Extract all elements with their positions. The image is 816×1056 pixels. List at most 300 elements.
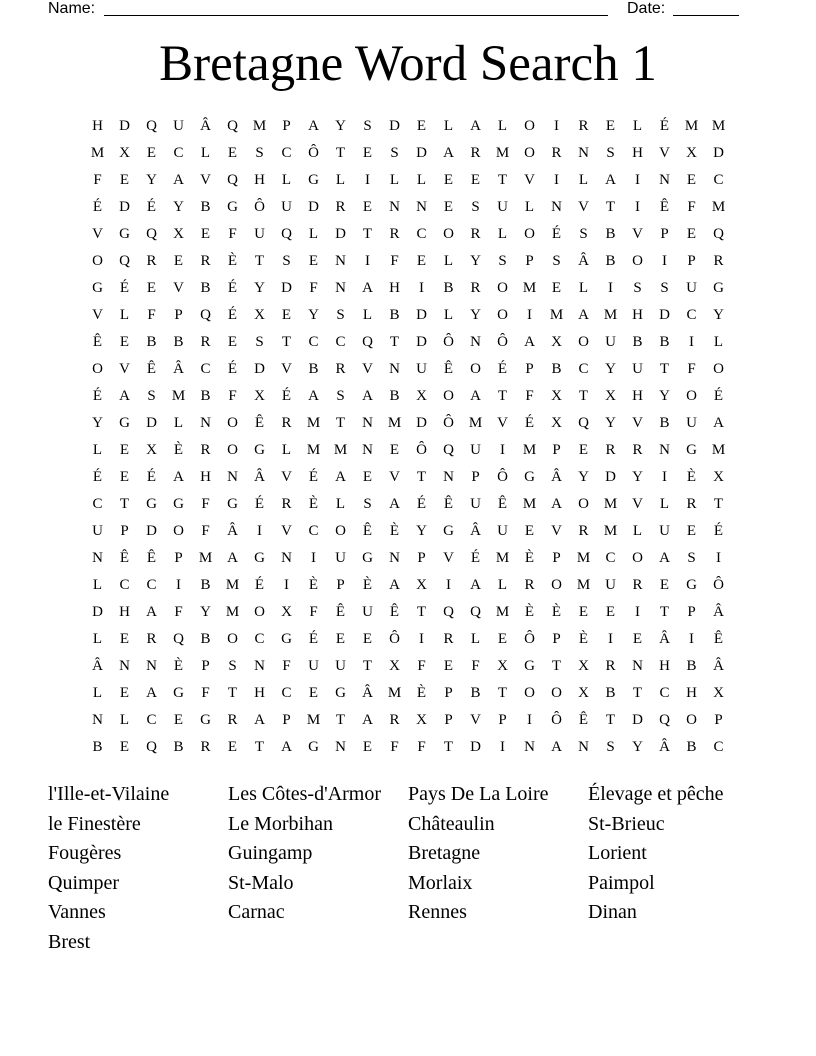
grid-letter[interactable]: S [255, 334, 264, 350]
grid-letter[interactable]: E [659, 577, 670, 593]
grid-letter[interactable]: E [227, 334, 238, 350]
grid-letter[interactable]: M [306, 415, 321, 431]
grid-letter[interactable]: R [686, 496, 697, 512]
grid-letter[interactable]: V [281, 523, 292, 539]
grid-letter[interactable]: O [92, 253, 103, 269]
grid-letter[interactable]: U [632, 361, 643, 377]
grid-letter[interactable]: D [308, 199, 319, 215]
grid-letter[interactable]: S [282, 253, 291, 269]
grid-letter[interactable]: P [714, 712, 723, 728]
grid-letter[interactable]: N [551, 199, 562, 215]
grid-letter[interactable]: Y [605, 415, 616, 431]
grid-letter[interactable]: E [173, 712, 184, 728]
grid-letter[interactable]: M [171, 388, 186, 404]
grid-letter[interactable]: Q [119, 253, 130, 269]
grid-letter[interactable]: L [443, 118, 454, 134]
grid-letter[interactable]: Â [713, 658, 724, 674]
grid-letter[interactable]: Q [227, 118, 238, 134]
grid-letter[interactable]: V [362, 361, 373, 377]
grid-letter[interactable]: I [365, 253, 370, 269]
grid-letter[interactable]: M [684, 118, 699, 134]
grid-letter[interactable]: P [687, 604, 696, 620]
grid-letter[interactable]: F [201, 685, 210, 701]
grid-letter[interactable]: S [336, 307, 345, 323]
grid-letter[interactable]: L [443, 307, 454, 323]
grid-letter[interactable]: T [416, 469, 427, 485]
grid-letter[interactable]: G [335, 685, 346, 701]
grid-letter[interactable]: S [390, 145, 399, 161]
grid-letter[interactable]: Â [362, 685, 373, 701]
grid-letter[interactable]: A [389, 496, 400, 512]
grid-letter[interactable]: H [254, 172, 265, 188]
grid-letter[interactable]: E [686, 172, 697, 188]
grid-letter[interactable]: Â [254, 469, 265, 485]
grid-letter[interactable]: C [308, 334, 319, 350]
grid-letter[interactable]: A [578, 307, 589, 323]
grid-letter[interactable]: U [362, 604, 373, 620]
grid-letter[interactable]: A [551, 496, 562, 512]
grid-letter[interactable]: D [659, 307, 670, 323]
grid-letter[interactable]: B [200, 388, 211, 404]
grid-letter[interactable]: N [200, 415, 211, 431]
grid-letter[interactable]: C [254, 631, 265, 647]
grid-letter[interactable]: É [308, 631, 319, 647]
grid-letter[interactable]: O [227, 442, 238, 458]
grid-letter[interactable]: P [174, 550, 183, 566]
grid-letter[interactable]: A [173, 172, 184, 188]
grid-letter[interactable]: T [335, 712, 346, 728]
grid-letter[interactable]: F [201, 496, 210, 512]
grid-letter[interactable]: R [335, 361, 346, 377]
grid-letter[interactable]: L [119, 712, 130, 728]
grid-letter[interactable]: V [92, 226, 103, 242]
grid-letter[interactable]: Ê [497, 496, 508, 512]
grid-letter[interactable]: X [146, 442, 157, 458]
grid-letter[interactable]: Â [578, 253, 589, 269]
grid-letter[interactable]: F [417, 658, 426, 674]
grid-letter[interactable]: H [632, 307, 643, 323]
grid-letter[interactable]: M [522, 496, 537, 512]
grid-letter[interactable]: S [606, 145, 615, 161]
grid-letter[interactable]: M [603, 496, 618, 512]
grid-letter[interactable]: R [470, 226, 481, 242]
grid-letter[interactable]: N [92, 712, 103, 728]
grid-letter[interactable]: B [632, 334, 643, 350]
grid-letter[interactable]: N [281, 550, 292, 566]
grid-letter[interactable]: F [390, 253, 399, 269]
grid-letter[interactable]: C [146, 712, 157, 728]
grid-letter[interactable]: R [551, 145, 562, 161]
grid-letter[interactable]: È [578, 631, 589, 647]
grid-letter[interactable]: M [495, 145, 510, 161]
grid-letter[interactable]: Y [470, 253, 481, 269]
grid-letter[interactable]: A [659, 550, 670, 566]
grid-letter[interactable]: Ô [551, 712, 562, 728]
grid-letter[interactable]: T [362, 226, 373, 242]
grid-letter[interactable]: R [146, 253, 157, 269]
grid-letter[interactable]: X [578, 685, 589, 701]
grid-letter[interactable]: G [308, 172, 319, 188]
grid-letter[interactable]: X [551, 388, 562, 404]
grid-letter[interactable]: N [632, 658, 643, 674]
grid-letter[interactable]: I [635, 172, 640, 188]
grid-letter[interactable]: L [497, 226, 508, 242]
grid-letter[interactable]: O [443, 226, 454, 242]
grid-letter[interactable]: O [497, 307, 508, 323]
grid-letter[interactable]: X [389, 658, 400, 674]
grid-letter[interactable]: R [200, 739, 211, 755]
grid-letter[interactable]: Â [227, 523, 238, 539]
grid-letter[interactable]: V [578, 199, 589, 215]
grid-letter[interactable]: Q [470, 604, 481, 620]
grid-letter[interactable]: G [173, 685, 184, 701]
grid-letter[interactable]: O [713, 361, 724, 377]
grid-letter[interactable]: B [470, 685, 481, 701]
grid-letter[interactable]: E [416, 253, 427, 269]
grid-letter[interactable]: R [470, 280, 481, 296]
grid-letter[interactable]: Q [146, 226, 157, 242]
grid-letter[interactable]: O [551, 685, 562, 701]
grid-letter[interactable]: É [254, 496, 265, 512]
grid-letter[interactable]: G [686, 442, 697, 458]
grid-letter[interactable]: I [716, 550, 721, 566]
grid-letter[interactable]: P [444, 712, 453, 728]
grid-letter[interactable]: I [419, 631, 424, 647]
grid-letter[interactable]: C [119, 577, 130, 593]
grid-letter[interactable]: C [713, 172, 724, 188]
grid-letter[interactable]: U [686, 280, 697, 296]
grid-letter[interactable]: C [335, 334, 346, 350]
grid-letter[interactable]: Y [632, 469, 643, 485]
grid-letter[interactable]: L [119, 307, 130, 323]
grid-letter[interactable]: C [308, 523, 319, 539]
grid-letter[interactable]: L [470, 631, 481, 647]
grid-letter[interactable]: M [603, 307, 618, 323]
grid-letter[interactable]: S [147, 388, 156, 404]
grid-letter[interactable]: U [416, 361, 427, 377]
grid-letter[interactable]: E [605, 118, 616, 134]
grid-letter[interactable]: Ê [146, 550, 157, 566]
grid-letter[interactable]: B [173, 739, 184, 755]
grid-letter[interactable]: L [362, 307, 373, 323]
grid-letter[interactable]: P [444, 685, 453, 701]
grid-letter[interactable]: D [146, 523, 157, 539]
grid-letter[interactable]: C [281, 145, 292, 161]
grid-letter[interactable]: Ô [713, 577, 724, 593]
grid-letter[interactable]: T [497, 388, 508, 404]
grid-letter[interactable]: X [281, 604, 292, 620]
grid-letter[interactable]: Ô [443, 334, 454, 350]
grid-letter[interactable]: G [227, 496, 238, 512]
grid-letter[interactable]: Y [416, 523, 427, 539]
grid-letter[interactable]: B [686, 739, 697, 755]
grid-letter[interactable]: N [443, 469, 454, 485]
grid-letter[interactable]: X [173, 226, 184, 242]
grid-letter[interactable]: V [92, 307, 103, 323]
grid-letter[interactable]: U [254, 226, 265, 242]
date-field[interactable] [673, 15, 739, 16]
grid-letter[interactable]: M [306, 442, 321, 458]
grid-letter[interactable]: R [146, 631, 157, 647]
grid-letter[interactable]: M [468, 415, 483, 431]
grid-letter[interactable]: U [497, 199, 508, 215]
grid-letter[interactable]: D [416, 145, 427, 161]
grid-letter[interactable]: O [578, 496, 589, 512]
grid-letter[interactable]: V [470, 712, 481, 728]
grid-letter[interactable]: C [416, 226, 427, 242]
grid-letter[interactable]: U [605, 577, 616, 593]
grid-letter[interactable]: É [119, 280, 130, 296]
grid-letter[interactable]: B [659, 415, 670, 431]
grid-letter[interactable]: E [497, 631, 508, 647]
grid-letter[interactable]: G [254, 442, 265, 458]
grid-letter[interactable]: E [119, 334, 130, 350]
grid-letter[interactable]: O [227, 415, 238, 431]
grid-letter[interactable]: P [417, 550, 426, 566]
grid-letter[interactable]: B [686, 658, 697, 674]
grid-letter[interactable]: E [308, 253, 319, 269]
grid-letter[interactable]: O [335, 523, 346, 539]
grid-letter[interactable]: I [554, 118, 559, 134]
grid-letter[interactable]: Ô [389, 631, 400, 647]
grid-letter[interactable]: E [119, 685, 130, 701]
grid-letter[interactable]: G [308, 739, 319, 755]
grid-letter[interactable]: É [551, 226, 562, 242]
grid-letter[interactable]: C [146, 577, 157, 593]
grid-letter[interactable]: E [551, 280, 562, 296]
grid-letter[interactable]: É [92, 388, 103, 404]
grid-letter[interactable]: Y [470, 307, 481, 323]
grid-letter[interactable]: Ô [416, 442, 427, 458]
grid-letter[interactable]: T [227, 685, 238, 701]
grid-letter[interactable]: É [524, 415, 535, 431]
grid-letter[interactable]: A [470, 118, 481, 134]
grid-letter[interactable]: È [308, 577, 319, 593]
grid-letter[interactable]: B [389, 307, 400, 323]
grid-letter[interactable]: A [389, 577, 400, 593]
grid-letter[interactable]: L [335, 496, 346, 512]
grid-letter[interactable]: D [470, 739, 481, 755]
grid-letter[interactable]: E [362, 739, 373, 755]
grid-letter[interactable]: C [92, 496, 103, 512]
grid-letter[interactable]: X [416, 577, 427, 593]
grid-letter[interactable]: E [227, 739, 238, 755]
grid-letter[interactable]: X [416, 388, 427, 404]
grid-letter[interactable]: Y [578, 469, 589, 485]
grid-letter[interactable]: E [119, 739, 130, 755]
grid-letter[interactable]: Ê [254, 415, 265, 431]
grid-letter[interactable]: D [92, 604, 103, 620]
grid-letter[interactable]: N [659, 442, 670, 458]
grid-letter[interactable]: U [92, 523, 103, 539]
grid-letter[interactable]: E [173, 253, 184, 269]
grid-letter[interactable]: Ê [659, 199, 670, 215]
grid-letter[interactable]: X [254, 388, 265, 404]
grid-letter[interactable]: E [578, 604, 589, 620]
grid-letter[interactable]: C [281, 685, 292, 701]
grid-letter[interactable]: G [92, 280, 103, 296]
grid-letter[interactable]: B [92, 739, 103, 755]
grid-letter[interactable]: G [254, 550, 265, 566]
grid-letter[interactable]: X [605, 388, 616, 404]
grid-letter[interactable]: O [173, 523, 184, 539]
grid-letter[interactable]: Ê [713, 631, 724, 647]
grid-letter[interactable]: H [632, 145, 643, 161]
grid-letter[interactable]: L [578, 280, 589, 296]
grid-letter[interactable]: G [713, 280, 724, 296]
grid-letter[interactable]: T [551, 658, 562, 674]
grid-letter[interactable]: R [632, 442, 643, 458]
grid-letter[interactable]: Q [443, 442, 454, 458]
grid-letter[interactable]: V [389, 469, 400, 485]
grid-letter[interactable]: U [686, 415, 697, 431]
grid-letter[interactable]: Ô [497, 469, 508, 485]
grid-letter[interactable]: R [227, 712, 238, 728]
grid-letter[interactable]: U [605, 334, 616, 350]
grid-letter[interactable]: E [605, 604, 616, 620]
grid-letter[interactable]: U [281, 199, 292, 215]
grid-letter[interactable]: Y [659, 388, 670, 404]
grid-letter[interactable]: R [335, 199, 346, 215]
grid-letter[interactable]: T [497, 172, 508, 188]
grid-letter[interactable]: D [146, 415, 157, 431]
grid-letter[interactable]: D [335, 226, 346, 242]
grid-letter[interactable]: Q [173, 631, 184, 647]
grid-letter[interactable]: V [632, 415, 643, 431]
grid-letter[interactable]: L [200, 145, 211, 161]
grid-letter[interactable]: O [632, 253, 643, 269]
grid-letter[interactable]: N [578, 145, 589, 161]
grid-letter[interactable]: Ê [443, 496, 454, 512]
grid-letter[interactable]: N [146, 658, 157, 674]
grid-letter[interactable]: B [605, 685, 616, 701]
grid-letter[interactable]: F [228, 388, 237, 404]
grid-letter[interactable]: X [497, 658, 508, 674]
grid-letter[interactable]: S [633, 280, 642, 296]
grid-letter[interactable]: P [525, 253, 534, 269]
grid-letter[interactable]: O [524, 685, 535, 701]
grid-letter[interactable]: M [387, 685, 402, 701]
grid-letter[interactable]: É [146, 469, 157, 485]
grid-letter[interactable]: H [686, 685, 697, 701]
grid-letter[interactable]: C [713, 739, 724, 755]
grid-letter[interactable]: T [578, 388, 589, 404]
grid-letter[interactable]: I [500, 442, 505, 458]
grid-letter[interactable]: R [200, 334, 211, 350]
grid-letter[interactable]: D [119, 118, 130, 134]
grid-letter[interactable]: N [362, 415, 373, 431]
grid-letter[interactable]: S [336, 388, 345, 404]
grid-letter[interactable]: Q [227, 172, 238, 188]
grid-letter[interactable]: P [687, 253, 696, 269]
grid-letter[interactable]: G [443, 523, 454, 539]
grid-letter[interactable]: B [200, 577, 211, 593]
grid-letter[interactable]: È [524, 550, 535, 566]
grid-letter[interactable]: C [578, 361, 589, 377]
grid-letter[interactable]: I [419, 280, 424, 296]
grid-letter[interactable]: Y [254, 280, 265, 296]
grid-letter[interactable]: A [254, 712, 265, 728]
grid-letter[interactable]: B [389, 388, 400, 404]
grid-letter[interactable]: B [551, 361, 562, 377]
grid-letter[interactable]: I [284, 577, 289, 593]
grid-letter[interactable]: È [524, 604, 535, 620]
grid-letter[interactable]: H [659, 658, 670, 674]
grid-letter[interactable]: T [443, 739, 454, 755]
grid-letter[interactable]: M [576, 577, 591, 593]
grid-letter[interactable]: M [495, 550, 510, 566]
grid-letter[interactable]: Ô [308, 145, 319, 161]
grid-letter[interactable]: N [659, 172, 670, 188]
grid-letter[interactable]: M [603, 523, 618, 539]
grid-letter[interactable]: E [119, 172, 130, 188]
grid-letter[interactable]: L [524, 199, 535, 215]
grid-letter[interactable]: P [282, 712, 291, 728]
grid-letter[interactable]: U [335, 550, 346, 566]
grid-letter[interactable]: E [281, 307, 292, 323]
grid-letter[interactable]: R [281, 415, 292, 431]
grid-letter[interactable]: Y [173, 199, 184, 215]
grid-letter[interactable]: B [605, 226, 616, 242]
grid-letter[interactable]: P [498, 712, 507, 728]
grid-letter[interactable]: I [500, 739, 505, 755]
grid-letter[interactable]: Ê [578, 712, 589, 728]
grid-letter[interactable]: T [632, 685, 643, 701]
grid-letter[interactable]: S [255, 145, 264, 161]
grid-letter[interactable]: L [497, 577, 508, 593]
grid-letter[interactable]: Â [713, 604, 724, 620]
grid-letter[interactable]: G [119, 226, 130, 242]
grid-letter[interactable]: E [362, 199, 373, 215]
grid-letter[interactable]: R [524, 577, 535, 593]
grid-letter[interactable]: V [497, 415, 508, 431]
grid-letter[interactable]: O [443, 388, 454, 404]
grid-letter[interactable]: N [227, 469, 238, 485]
grid-letter[interactable]: I [635, 199, 640, 215]
grid-letter[interactable]: F [687, 361, 696, 377]
grid-letter[interactable]: I [257, 523, 262, 539]
grid-letter[interactable]: I [635, 604, 640, 620]
grid-letter[interactable]: I [365, 172, 370, 188]
grid-letter[interactable]: T [335, 145, 346, 161]
grid-letter[interactable]: É [713, 523, 724, 539]
grid-letter[interactable]: D [254, 361, 265, 377]
grid-letter[interactable]: Ê [146, 361, 157, 377]
grid-letter[interactable]: H [254, 685, 265, 701]
grid-letter[interactable]: B [605, 253, 616, 269]
grid-letter[interactable]: T [659, 604, 670, 620]
grid-letter[interactable]: N [119, 658, 130, 674]
grid-letter[interactable]: U [659, 523, 670, 539]
name-field[interactable] [104, 15, 608, 16]
grid-letter[interactable]: E [686, 226, 697, 242]
grid-letter[interactable]: A [281, 739, 292, 755]
grid-letter[interactable]: O [578, 334, 589, 350]
grid-letter[interactable]: T [281, 334, 292, 350]
grid-letter[interactable]: T [335, 415, 346, 431]
grid-letter[interactable]: P [282, 118, 291, 134]
grid-letter[interactable]: É [713, 388, 724, 404]
grid-letter[interactable]: D [389, 118, 400, 134]
grid-letter[interactable]: E [578, 442, 589, 458]
grid-letter[interactable]: F [390, 739, 399, 755]
grid-letter[interactable]: Y [200, 604, 211, 620]
grid-letter[interactable]: N [389, 199, 400, 215]
grid-letter[interactable]: H [632, 388, 643, 404]
grid-letter[interactable]: È [173, 442, 184, 458]
grid-letter[interactable]: G [173, 496, 184, 512]
grid-letter[interactable]: N [362, 442, 373, 458]
